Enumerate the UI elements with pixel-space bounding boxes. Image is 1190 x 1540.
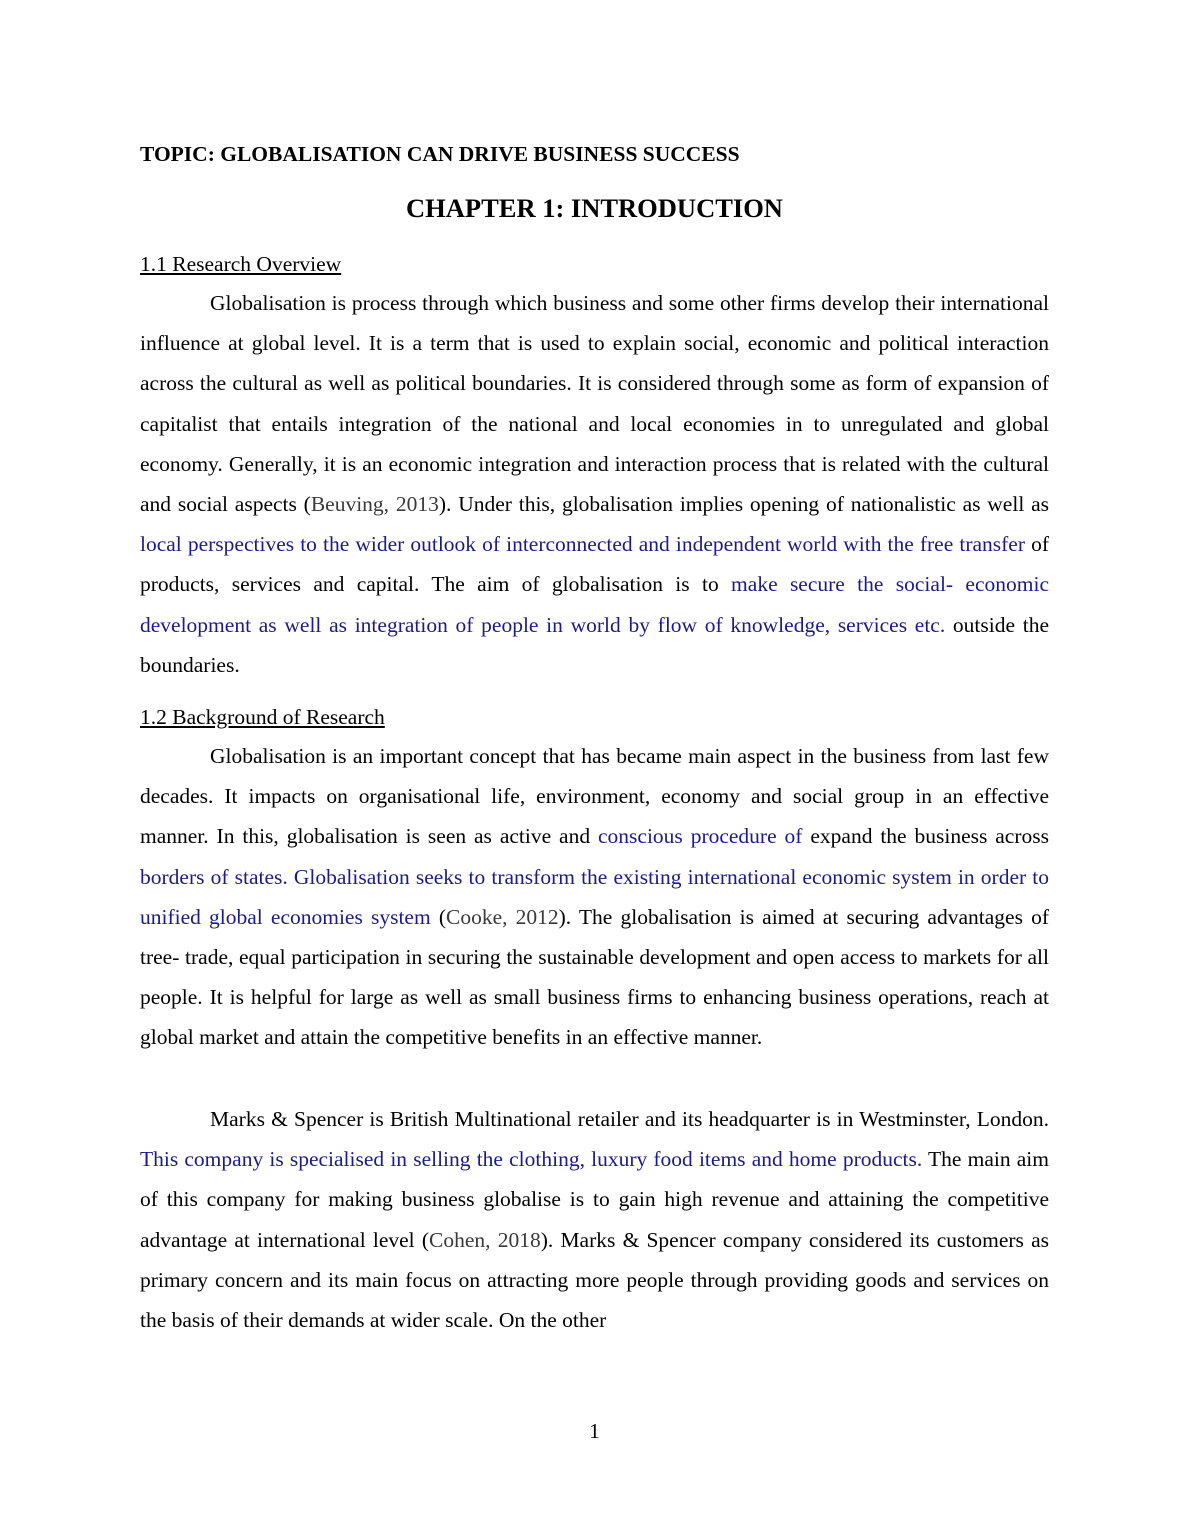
page-number: 1 bbox=[589, 1419, 600, 1443]
text-run: ). Marks & Spencer company considered its customers as primary concern and its main focus on attracting more people through providing goods and services on the basis of their demands at wider scale. On the other bbox=[140, 1227, 1049, 1333]
highlighted-text: make secure the social- economic development as well as integration of people in world by flow of knowledge, services etc. bbox=[140, 572, 1049, 637]
chapter-title: CHAPTER 1: INTRODUCTION bbox=[406, 193, 783, 223]
section-heading-background: 1.2 Background of Research bbox=[140, 705, 385, 729]
topic-title: TOPIC: GLOBALISATION CAN DRIVE BUSINESS SUCCESS bbox=[140, 142, 740, 166]
citation: Cooke, 2012 bbox=[446, 904, 559, 929]
paragraph-background-1 bbox=[140, 736, 1049, 1058]
paragraph-background-2 bbox=[140, 1099, 1049, 1340]
citation: Cohen, 2018 bbox=[429, 1227, 541, 1252]
text-run: outside the boundaries. bbox=[140, 612, 1050, 677]
text-run: ( bbox=[430, 904, 446, 929]
highlighted-text: borders of states. Globalisation seeks to transform the existing international economic system in order to unified global economies system bbox=[140, 864, 1049, 929]
highlighted-text: conscious procedure of bbox=[598, 824, 803, 849]
text-run: Globalisation is process through which business and some other firms develop their international influence at global level. It is a term that is used to explain social, economic and political interaction across the cultural as well as political boundaries. It is considered through some as form of expansion of capitalist that entails integration of the national and local economies in to unregulated and global economy. Generally, it is an economic integration and interaction process that is related with the cultural and social aspects ( bbox=[140, 291, 1049, 517]
text-run: The main aim of this company for making business globalise is to gain high revenue and attaining the competitive advantage at international level ( bbox=[140, 1147, 1049, 1252]
document-page bbox=[140, 0, 1049, 1540]
text-run: Marks & Spencer is British Multinational retailer and its headquarter is in Westminster, London. bbox=[210, 1107, 1049, 1131]
text-run: of products, services and capital. The aim of globalisation is to bbox=[140, 532, 1049, 597]
highlighted-text: This company is specialised in selling the clothing, luxury food items and home products. bbox=[140, 1147, 923, 1172]
citation: Beuving, 2013 bbox=[310, 492, 439, 517]
section-heading-research-overview: 1.1 Research Overview bbox=[140, 252, 342, 276]
text-run: Globalisation is an important concept that has became main aspect in the business from last few decades. It impacts on organisational life, environment, economy and social group in an effective manner. In this, globalisation is seen as active and bbox=[140, 744, 1049, 849]
text-run: ). The globalisation is aimed at securing advantages of tree- trade, equal participation in securing the sustainable development and open access to markets for all people. It is helpful for large as well as small business firms to enhancing business operations, reach at global market and attain the competitive benefits in an effective manner. bbox=[140, 904, 1049, 1050]
text-run: expand the business across bbox=[802, 824, 1049, 849]
highlighted-text: local perspectives to the wider outlook of interconnected and independent world with the free transfer bbox=[140, 532, 1025, 557]
paragraph-research-overview bbox=[140, 283, 1049, 685]
text-run: ). Under this, globalisation implies opening of nationalistic as well as bbox=[438, 492, 1049, 517]
